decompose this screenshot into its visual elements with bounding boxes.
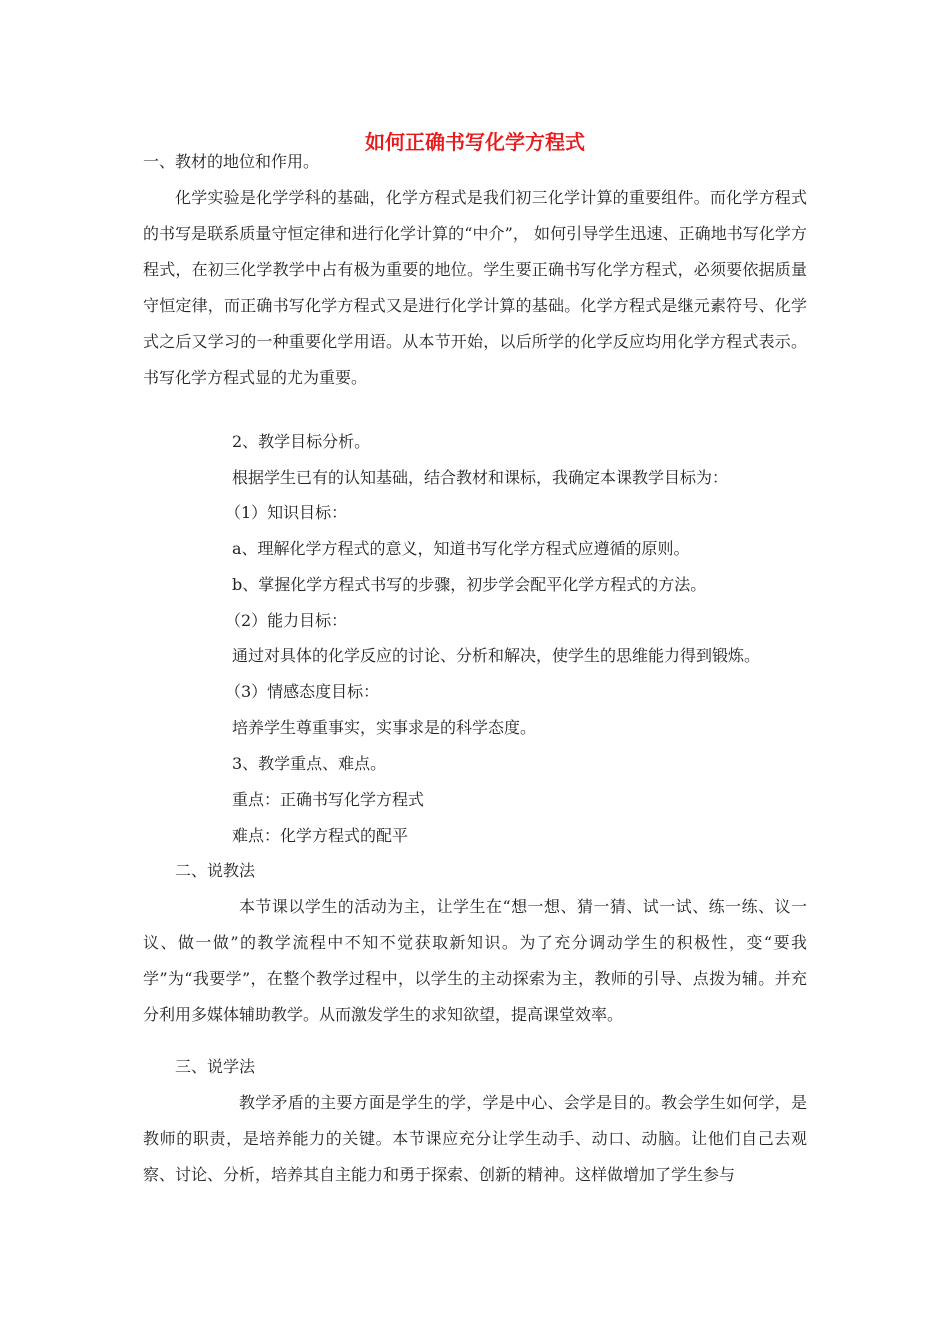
section3-heading: 三、说学法 [175,1057,256,1076]
goals-heading: 2、教学目标分析。 [232,432,371,451]
keypoint-text: 重点：正确书写化学方程式 [232,790,425,809]
section1-heading: 一、教材的地位和作用。 [143,152,320,171]
knowledge-heading: （1）知识目标： [225,503,348,522]
emotion-text: 培养学生尊重事实，实事求是的科学态度。 [232,718,537,737]
section2-paragraph: 本节课以学生的活动为主，让学生在“想一想、猜一猜、试一试、练一练、议一议、做一做”的教学流程中不知不觉获取新知识。为了充分调动学生的积极性，变“要我学”为“我要学”，在整个教学过程中，以学生的主动探索为主，教师的引导、点拨为辅。并充分利用多媒体辅助教学。从而激发学生的求知欲望，提高课堂效率。 [143,897,807,1024]
document-title: 如何正确书写化学方程式 [365,130,585,154]
keypoints-heading: 3、教学重点、难点。 [232,754,387,773]
ability-heading: （2）能力目标： [225,611,348,630]
knowledge-item-a: a、理解化学方程式的意义，知道书写化学方程式应遵循的原则。 [232,539,690,558]
emotion-heading: （3）情感态度目标： [225,682,380,701]
section3-paragraph: 教学矛盾的主要方面是学生的学，学是中心、会学是目的。教会学生如何学，是教师的职责，是培养能力的关键。本节课应充分让学生动手、动口、动脑。让他们自己去观察、讨论、分析，培养其自主能力和勇于探索、创新的精神。这样做增加了学生参与 [143,1093,807,1184]
section1-paragraph: 化学实验是化学学科的基础，化学方程式是我们初三化学计算的重要组件。而化学方程式的书写是联系质量守恒定律和进行化学计算的“中介”， 如何引导学生迅速、正确地书写化学方程式，在初三化学教学中占有极为重要的地位。学生要正确书写化学方程式，必须要依据质量守恒定律，而正确书写化学方程式又是进行化学计算的基础。化学方程式是继元素符号、化学式之后又学习的一种重要化学用语。从本节开始，以后所学的化学反应均用化学方程式表示。书写化学方程式显的尤为重要。 [143,188,807,387]
ability-text: 通过对具体的化学反应的讨论、分析和解决，使学生的思维能力得到锻炼。 [232,646,761,665]
goals-intro: 根据学生已有的认知基础，结合教材和课标，我确定本课教学目标为： [232,468,729,487]
difficulty-text: 难点：化学方程式的配平 [232,826,409,845]
section2-heading: 二、说教法 [175,861,256,880]
knowledge-item-b: b、掌握化学方程式书写的步骤，初步学会配平化学方程式的方法。 [232,575,707,594]
